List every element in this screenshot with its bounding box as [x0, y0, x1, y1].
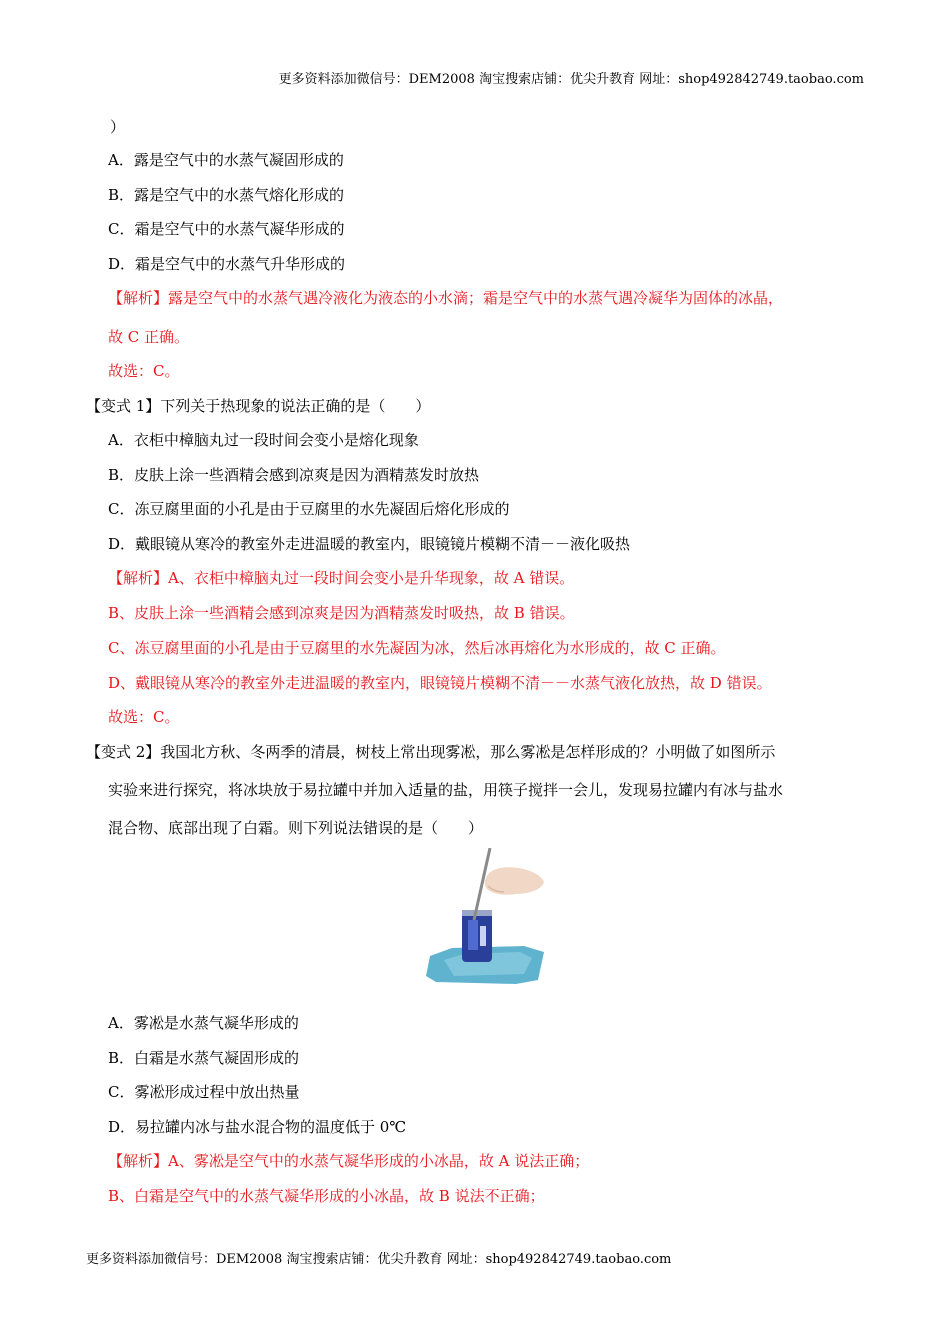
q1-analysis-line-4: D、戴眼镜从寒冷的教室外走进温暖的教室内，眼镜镜片模糊不清－－水蒸气液化放热，故 D 错误。 — [108, 674, 772, 692]
q2-option-d: D．易拉罐内冰与盐水混合物的温度低于 0℃ — [108, 1118, 407, 1136]
q1-option-d: D．戴眼镜从寒冷的教室外走进温暖的教室内，眼镜镜片模糊不清－－液化吸热 — [108, 535, 631, 553]
q0-analysis-line-1: 【解析】露是空气中的水蒸气遇冷液化为液态的小水滴；霜是空气中的水蒸气遇冷凝华为固体的冰晶， — [108, 289, 784, 307]
q0-option-d: D．霜是空气中的水蒸气升华形成的 — [108, 255, 346, 273]
q2-option-b: B．白霜是水蒸气凝固形成的 — [108, 1049, 300, 1067]
experiment-figure — [424, 848, 546, 986]
q0-option-c: C．霜是空气中的水蒸气凝华形成的 — [108, 220, 345, 238]
q2-analysis-line-1: 【解析】A、雾凇是空气中的水蒸气凝华形成的小冰晶，故 A 说法正确； — [108, 1152, 590, 1170]
q0-stem-continuation: ） — [110, 118, 126, 136]
q2-analysis-line-2: B、白霜是空气中的水蒸气凝华形成的小冰晶，故 B 说法不正确； — [108, 1187, 545, 1205]
q1-option-c: C．冻豆腐里面的小孔是由于豆腐里的水先凝固后熔化形成的 — [108, 500, 510, 518]
q2-stem-line-3: 混合物、底部出现了白霜。则下列说法错误的是（ ） — [108, 819, 484, 837]
q1-option-b: B．皮肤上涂一些酒精会感到凉爽是因为酒精蒸发时放热 — [108, 466, 480, 484]
q0-option-b: B．露是空气中的水蒸气熔化形成的 — [108, 186, 345, 204]
page-header: 更多资料添加微信号：DEM2008 淘宝搜索店铺：优尖升教育 网址：shop492842749.taobao.com — [278, 72, 864, 87]
q2-stem-line-2: 实验来进行探究，将冰块放于易拉罐中并加入适量的盐，用筷子搅拌一会儿，发现易拉罐内有冰与盐水 — [108, 781, 784, 799]
q1-stem: 【变式 1】下列关于热现象的说法正确的是（ ） — [86, 397, 431, 415]
q1-option-a: A．衣柜中樟脑丸过一段时间会变小是熔化现象 — [108, 431, 419, 449]
q1-analysis-line-1: 【解析】A、衣柜中樟脑丸过一段时间会变小是升华现象，故 A 错误。 — [108, 569, 575, 587]
q1-analysis-line-2: B、皮肤上涂一些酒精会感到凉爽是因为酒精蒸发时吸热，故 B 错误。 — [108, 604, 575, 622]
q0-answer: 故选：C。 — [108, 362, 180, 380]
q2-option-c: C．雾凇形成过程中放出热量 — [108, 1083, 300, 1101]
page-footer: 更多资料添加微信号：DEM2008 淘宝搜索店铺：优尖升教育 网址：shop492842749.taobao.com — [86, 1252, 672, 1267]
q2-stem-line-1: 【变式 2】我国北方秋、冬两季的清晨，树枝上常出现雾凇，那么雾凇是怎样形成的？小明做了如图所示 — [86, 743, 776, 761]
q1-analysis-line-3: C、冻豆腐里面的小孔是由于豆腐里的水先凝固为冰，然后冰再熔化为水形成的，故 C 正确。 — [108, 639, 726, 657]
q1-answer: 故选：C。 — [108, 708, 180, 726]
hand-stirring-can-on-cloth-illustration — [424, 848, 546, 986]
q0-option-a: A．露是空气中的水蒸气凝固形成的 — [108, 151, 344, 169]
q2-option-a: A．雾凇是水蒸气凝华形成的 — [108, 1014, 299, 1032]
q0-analysis-line-2: 故 C 正确。 — [108, 328, 190, 346]
